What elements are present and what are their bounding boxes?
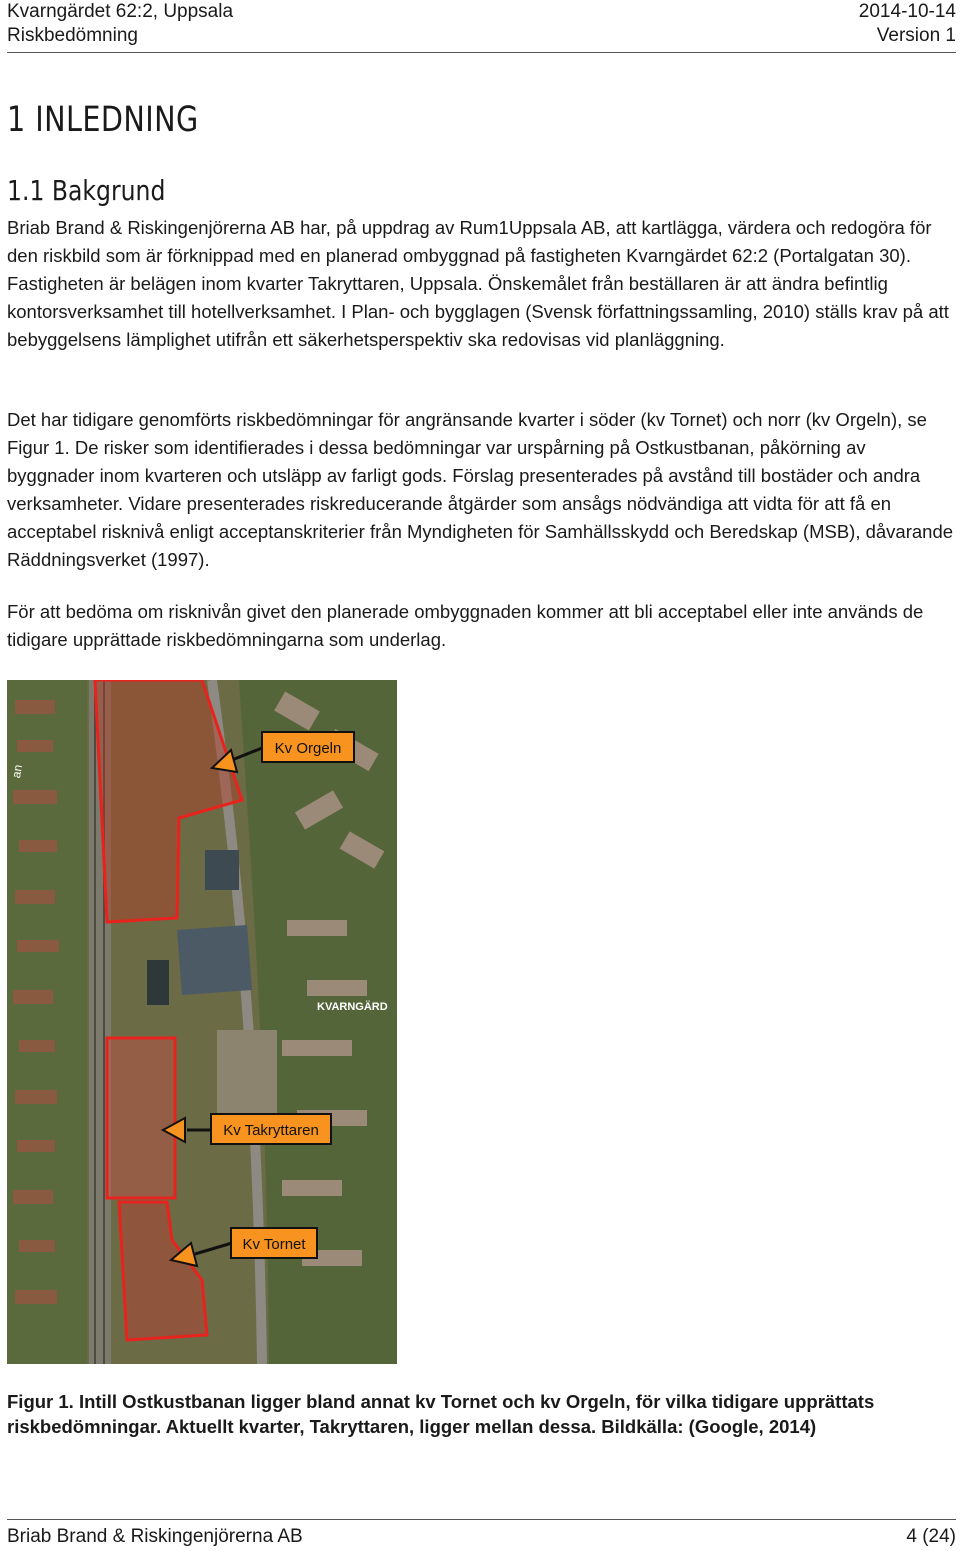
aerial-map-figure [7, 680, 397, 1364]
map-building-dark [147, 960, 169, 1005]
paragraph-3: För att bedöma om risknivån givet den planerade ombyggnaden kommer att bli acceptabel eller inte används de tidigare upprättade riskbedömningarna som underlag. [7, 601, 924, 650]
header-version: Version 1 [876, 25, 956, 46]
tornet-label: Kv Tornet [242, 1236, 306, 1253]
orgeln-label: Kv Orgeln [274, 740, 342, 757]
map-label-kvarngard: KVARNGÄRD [317, 1001, 388, 1013]
subsection-heading: 1.1 Bakgrund [7, 174, 166, 207]
map-building-block [177, 925, 252, 995]
aerial-map [7, 680, 397, 1364]
page-footer [7, 1519, 956, 1547]
paragraph-1: Briab Brand & Riskingenjörerna AB har, på uppdrag av Rum1Uppsala AB, att kartlägga, värdera och redogöra för den riskbild som är förknippad med en planerad ombyggnad på fastigheten Kvarngärdet 62:2 (Portalgatan 30). Fastigheten är belägen inom kvarter Takryttaren, Uppsala. Önskemålet från beställaren är att ändra befintlig kontorsverksamhet till hotellverksamhet. I Plan- och bygglagen (Svensk författningssamling, 2010) ställs krav på att bebyggelsens lämplighet utifrån ett säkerhetsperspektiv ska redovisas vid planläggning. [7, 217, 949, 350]
footer-company: Briab Brand & Riskingenjörerna AB [7, 1526, 303, 1547]
page-header [7, 0, 956, 53]
header-doc-type: Riskbedömning [7, 25, 138, 46]
header-project: Kvarngärdet 62:2, Uppsala [7, 1, 234, 22]
section-heading: 1 INLEDNING [7, 100, 199, 140]
header-left [7, 0, 233, 48]
map-construction-site [217, 1030, 277, 1120]
map-label-edge: an [9, 763, 26, 780]
header-date: 2014-10-14 [858, 1, 956, 22]
takryttaren-label: Kv Takryttaren [223, 1122, 319, 1139]
header-right [859, 0, 956, 48]
paragraph-2: Det har tidigare genomförts riskbedömningar för angränsande kvarter i söder (kv Tornet) och norr (kv Orgeln), se Figur 1. De risker som identifierades i dessa bedömningar var urspårning på Ostkustbanan, påkörning av byggnader inom kvarteren och utsläpp av farligt gods. Förslag presenterades på avstånd till bostäder och andra verksamheter. Vidare presenterades riskreducerande åtgärder som ansågs nödvändiga att vidta för att få en acceptabel risknivå enligt acceptanskriterier från Myndigheten för Samhällsskydd och Beredskap (MSB), dåvarande Räddningsverket (1997). [7, 409, 954, 570]
figure-caption: Figur 1. Intill Ostkustbanan ligger bland annat kv Tornet och kv Orgeln, för vilka tidigare upprättats riskbedömningar. Aktuellt kvarter, Takryttaren, ligger mellan dessa. Bildkälla: (Google, 2014) [7, 1391, 875, 1437]
kv-takryttaren-area [107, 1038, 175, 1198]
map-building-grey [205, 850, 239, 890]
map-west-area [7, 680, 87, 1364]
footer-page-number: 4 (24) [906, 1526, 956, 1547]
